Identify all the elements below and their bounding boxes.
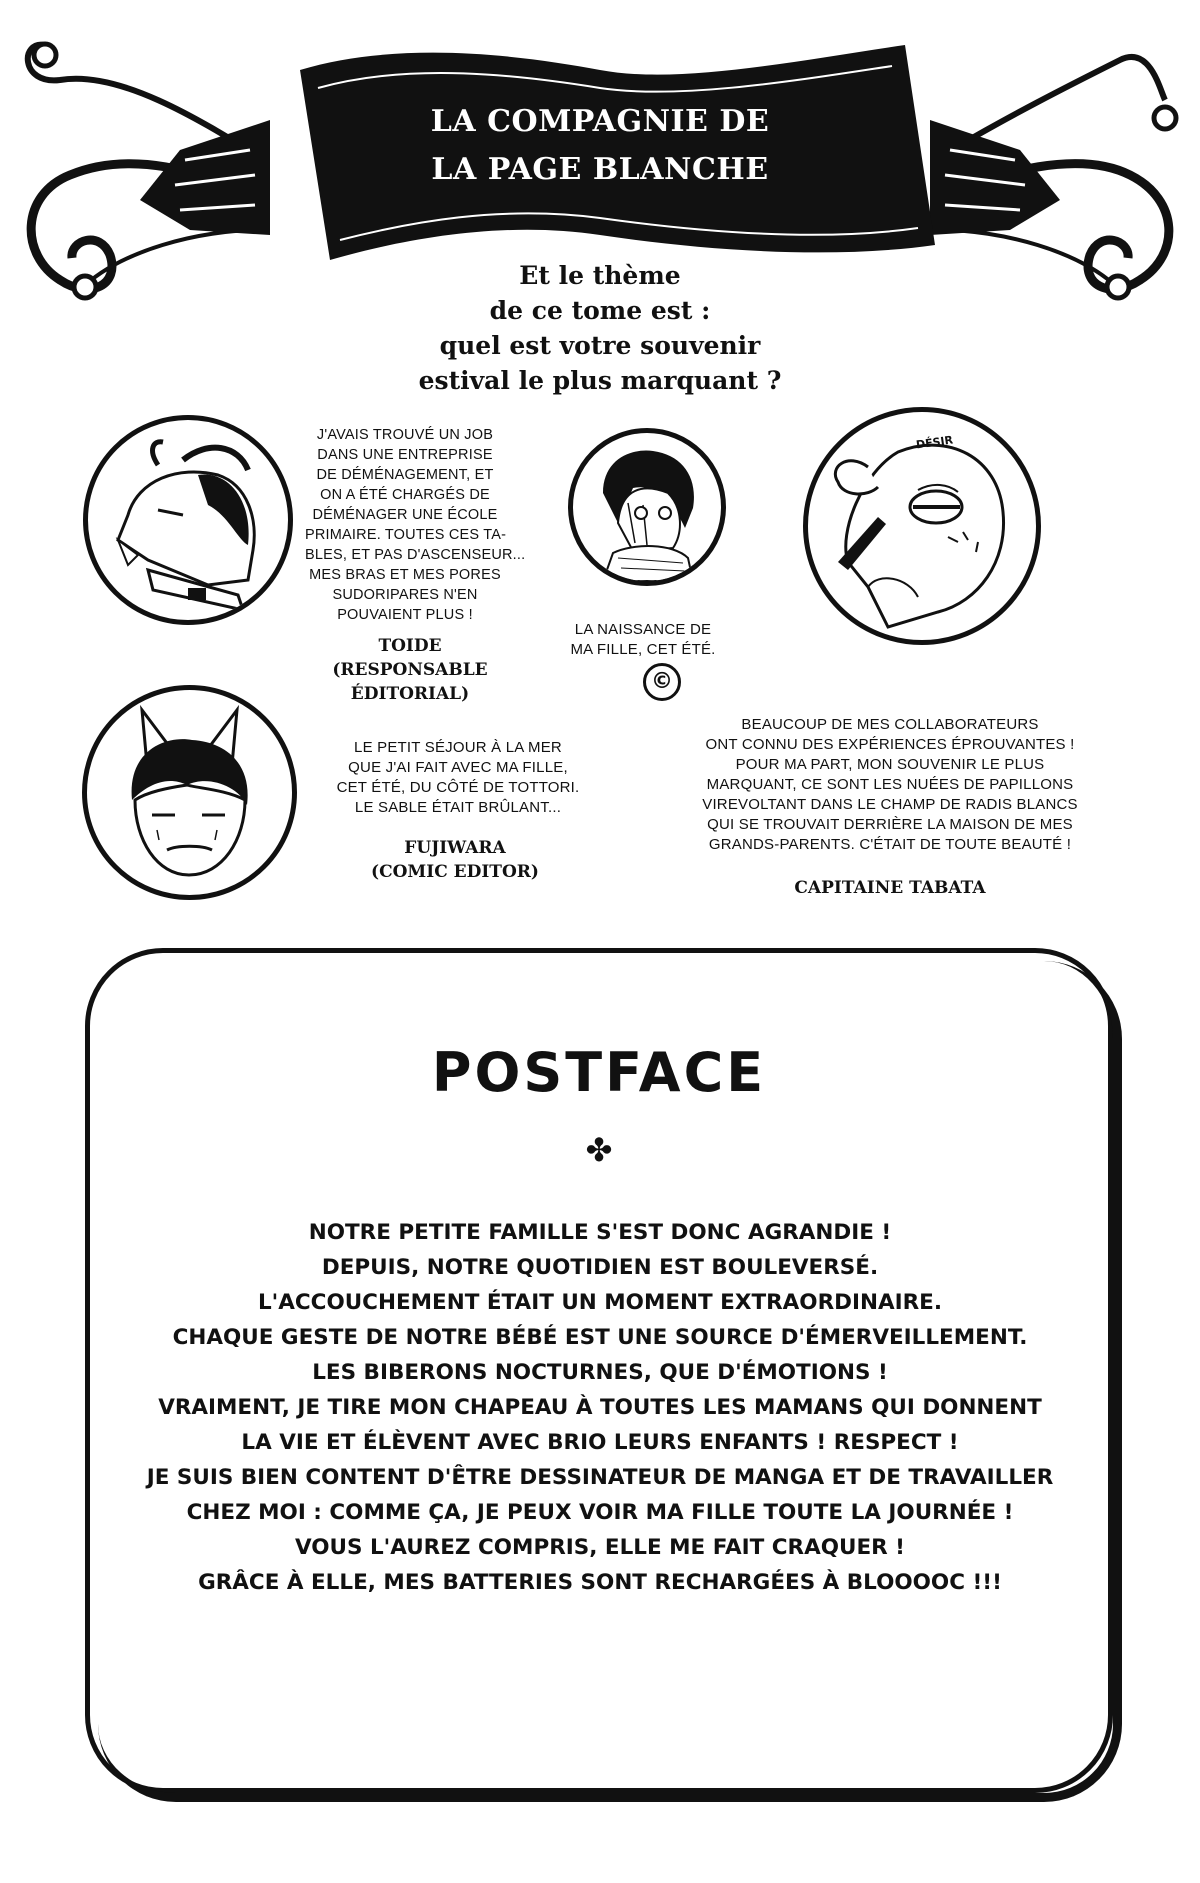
postface-body [130, 1215, 1070, 1600]
toide-quote [305, 425, 526, 625]
banner-title [420, 98, 780, 194]
author-quote [568, 620, 718, 660]
fujiwara-drawing-icon [87, 690, 292, 895]
theme-line: Et le thème [519, 261, 681, 290]
toide-signature [325, 634, 495, 706]
tabata-quote [690, 715, 1090, 855]
quote-line: J'AVAIS TROUVÉ UN JOB [316, 427, 494, 443]
quote-line: DANS UNE ENTREPRISE [317, 447, 493, 463]
theme-line: estival le plus marquant ? [418, 366, 782, 395]
postface-line: L'ACCOUCHEMENT ÉTAIT UN MOMENT EXTRAORDINAIRE. [257, 1290, 943, 1315]
theme-question [380, 258, 820, 398]
signature-line: FUJIWARA [404, 838, 506, 858]
quote-line: ONT CONNU DES EXPÉRIENCES ÉPROUVANTES ! [705, 736, 1075, 753]
clover-icon: ✤ [585, 1131, 613, 1169]
quote-line: POUR MA PART, MON SOUVENIR LE PLUS [735, 756, 1045, 773]
postface-line: LES BIBERONS NOCTURNES, QUE D'ÉMOTIONS ! [312, 1360, 888, 1385]
quote-line: SUDORIPARES N'EN [332, 587, 478, 603]
signature-line: ÉDITORIAL) [350, 684, 470, 704]
quote-line: PRIMAIRE. TOUTES CES TA- [305, 527, 507, 543]
signature-line: (RESPONSABLE [332, 660, 488, 680]
quote-line: LA NAISSANCE DE [574, 621, 712, 638]
theme-line: de ce tome est : [489, 296, 711, 325]
postface-line: CHEZ MOI : COMME ÇA, JE PEUX VOIR MA FILLE TOUTE LA JOURNÉE ! [186, 1500, 1014, 1525]
quote-line: POUVAIENT PLUS ! [337, 607, 473, 623]
banner-title-line2: LA PAGE BLANCHE [431, 152, 769, 187]
fujiwara-portrait [82, 685, 297, 900]
goat-portrait [83, 415, 293, 625]
postface-line: JE SUIS BIEN CONTENT D'ÊTRE DESSINATEUR DE MANGA ET DE TRAVAILLER [146, 1465, 1054, 1490]
copyright-signature: © [643, 663, 681, 701]
quote-line: QUI SE TROUVAIT DERRIÈRE LA MAISON DE MES [707, 816, 1073, 833]
quote-line: DE DÉMÉNAGEMENT, ET [316, 467, 494, 483]
author-drawing-icon [573, 433, 721, 581]
signature-line: TOIDE [378, 636, 442, 656]
theme-line: quel est votre souvenir [439, 331, 761, 360]
fujiwara-signature [355, 836, 555, 884]
quote-line: GRANDS-PARENTS. C'ÉTAIT DE TOUTE BEAUTÉ ! [708, 836, 1072, 853]
postface-line: VRAIMENT, JE TIRE MON CHAPEAU À TOUTES LES MAMANS QUI DONNENT [158, 1395, 1042, 1420]
duck-portrait [803, 407, 1041, 645]
quote-line: DÉMÉNAGER UNE ÉCOLE [312, 507, 498, 523]
postface-box [85, 948, 1113, 1793]
goat-drawing-icon [88, 420, 288, 620]
quote-line: VIREVOLTANT DANS LE CHAMP DE RADIS BLANCS [702, 796, 1078, 813]
quote-line: BLES, ET PAS D'ASCENSEUR... [305, 547, 526, 563]
postface-line: VOUS L'AUREZ COMPRIS, ELLE ME FAIT CRAQUER ! [295, 1535, 905, 1560]
fujiwara-quote [318, 738, 598, 818]
postface-line: NOTRE PETITE FAMILLE S'EST DONC AGRANDIE ! [308, 1220, 892, 1245]
quote-line: LE PETIT SÉJOUR À LA MER [354, 739, 562, 756]
quote-line: MARQUANT, CE SONT LES NUÉES DE PAPILLONS [706, 776, 1074, 793]
quote-line: LE SABLE ÉTAIT BRÛLANT... [354, 799, 562, 816]
postface-line: GRÂCE À ELLE, MES BATTERIES SONT RECHARGÉES À BLOOOOC !!! [198, 1570, 1002, 1595]
quote-line: QUE J'AI FAIT AVEC MA FILLE, [348, 759, 568, 776]
postface-line: CHAQUE GESTE DE NOTRE BÉBÉ EST UNE SOURCE D'ÉMERVEILLEMENT. [172, 1325, 1028, 1350]
postface-line: DEPUIS, NOTRE QUOTIDIEN EST BOULEVERSÉ. [321, 1255, 879, 1280]
quote-line: MA FILLE, CET ÉTÉ. [570, 641, 716, 658]
quote-line: MES BRAS ET MES PORES [309, 567, 501, 583]
quote-line: CET ÉTÉ, DU CÔTÉ DE TOTTORI. [336, 779, 580, 796]
quote-line: ON A ÉTÉ CHARGÉS DE [320, 487, 490, 503]
signature-line: (COMIC EDITOR) [371, 862, 539, 882]
quote-line: BEAUCOUP DE MES COLLABORATEURS [741, 716, 1039, 733]
duck-drawing-label: DÉSIR [915, 433, 954, 452]
tabata-signature: CAPITAINE TABATA [794, 878, 986, 898]
postface-line: LA VIE ET ÉLÈVENT AVEC BRIO LEURS ENFANTS ! RESPECT ! [241, 1430, 959, 1455]
author-portrait [568, 428, 726, 586]
postface-title: POSTFACE [431, 1041, 767, 1104]
banner-title-line1: LA COMPAGNIE DE [430, 104, 770, 139]
